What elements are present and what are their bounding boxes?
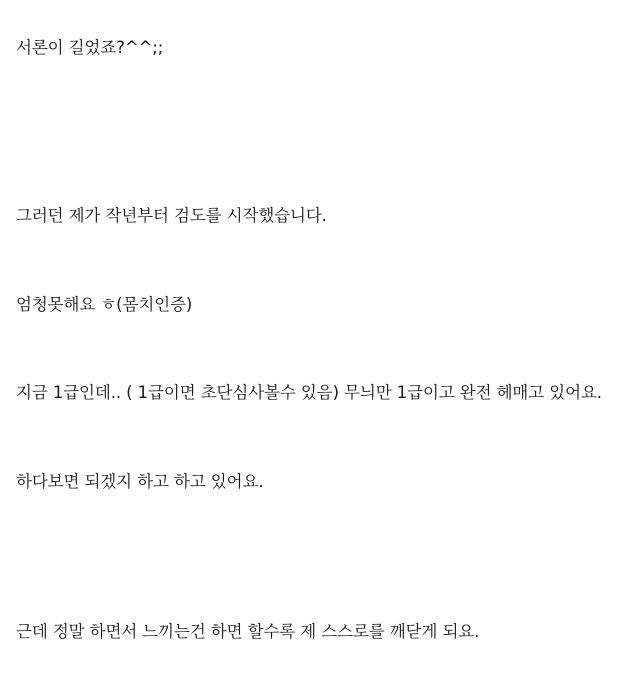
paragraph-self-realization: 근데 정말 하면서 느끼는건 하면 할수록 제 스스로를 깨닫게 되요. (16, 622, 480, 642)
paragraph-kendo-start: 그러던 제가 작년부터 검도를 시작했습니다. (16, 206, 327, 226)
spacer-top (16, 0, 624, 18)
paragraph-rank-detail: 지금 1급인데.. ( 1급이면 초단심사볼수 있음) 무늬만 1급이고 완전 헤매고 있어요. (16, 383, 602, 403)
spacer-after-intro (16, 77, 624, 187)
spacer-3 (16, 422, 624, 452)
paragraph-intro: 서론이 길었죠?^^;; (16, 37, 164, 57)
paragraph-skill-level: 엄청못해요 ㅎ(몸치인증) (16, 294, 193, 314)
paragraph-persistence: 하다보면 되겠지 하고 하고 있어요. (16, 471, 264, 491)
spacer-4 (16, 511, 624, 603)
spacer-1 (16, 245, 624, 275)
spacer-2 (16, 334, 624, 364)
